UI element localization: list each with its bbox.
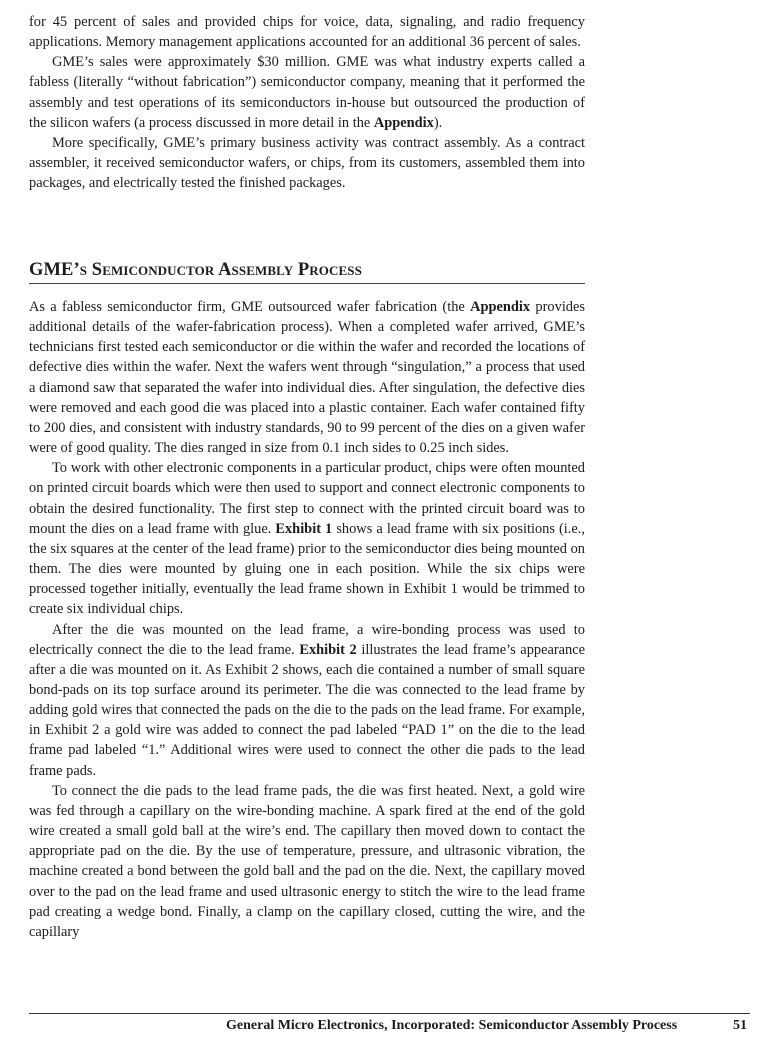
section-paragraph-3-text-b: illustrates the lead frame’s appearance after a die was mounted on it. As Exhibit 2 shows, each die contained a number of small square bond-pads on its top surface around its perimeter. The die was connected to the lead frame by adding gold wires that connected the pads on the die to the pads on the lead frame. For example, in Exhibit 2 a gold wire was added to connect the pad labeled “PAD 1” on the die to the lead frame pad labeled “1.” Additional wires were used to connect the other die pads to the lead frame pads.	[29, 641, 586, 779]
exhibit-1-reference: Exhibit 1	[275, 520, 333, 537]
intro-paragraph-3: More specifically, GME’s primary business activity was contract assembly. As a contract assembler, it received semiconductor wafers, or chips, from its customers, assembled them into packages, and electrically tested the finished packages.	[29, 134, 585, 192]
section-paragraph-2-text-b: shows a lead frame with six positions (i.e., the six squares at the center of the lead frame) prior to the semiconductor dies being mounted on them. The dies were mounted by gluing one in each position. While the six chips were processed together initially, eventually the lead frame shown in Exhibit 1 would be trimmed to create six individual chips.	[29, 520, 585, 618]
section-paragraph-1-text-a: As a fabless semiconductor firm, GME outsourced wafer fabrication (the	[29, 299, 471, 315]
section-paragraph-3-text-a: After the die was mounted on the lead frame, a wire-bonding process was used to electrically connect the die to the lead frame.	[29, 621, 585, 658]
footer-rule	[29, 1013, 750, 1014]
section-paragraph-2	[29, 458, 585, 619]
intro-paragraph-1: for 45 percent of sales and provided chips for voice, data, signaling, and radio frequency applications. Memory management applications accounted for an additional 36 percent of sales.	[29, 14, 585, 51]
section-paragraph-1	[29, 297, 585, 458]
footer-title: General Micro Electronics, Incorporated: Semiconductor Assembly Process	[226, 1018, 678, 1033]
appendix-reference: Appendix	[470, 299, 531, 315]
intro-paragraph-2	[29, 52, 585, 133]
appendix-reference: Appendix	[373, 114, 434, 131]
section-paragraph-4: To connect the die pads to the lead frame pads, the die was first heated. Next, a gold wire was fed through a capillary on the wire-bonding machine. A spark fired at the end of the gold wire created a small gold ball at the wire’s end. The capillary then moved down to contact the appropriate pad on the die. By the use of temperature, pressure, and ultrasonic vibration, the machine created a bond between the gold ball and the pad on the die. Next, the capillary moved over to the pad on the lead frame and used ultrasonic energy to stitch the wire to the lead frame pad creating a wedge bond. Finally, a clamp on the capillary closed, cutting the wire, and the capillary	[29, 782, 585, 940]
intro-paragraph-2-text-b: ).	[433, 114, 443, 131]
section-paragraph-1-text-b: provides additional details of the wafer-fabrication process). When a completed wafer arrived, GME’s technicians first tested each semiconductor or die within the wafer and recorded the locations of defective dies within the wafer. Next the wafers went through “singulation,” a process that used a diamond saw that separated the wafer into individual dies. After singulation, the defective dies were removed and each good die was placed into a plastic container. Each wafer contained fifty to 200 dies, and consistent with industry standards, 90 to 99 percent of the dies on a given wafer were of good quality. The dies ranged in size from 0.1 inch sides to 0.25 inch sides.	[29, 299, 585, 457]
intro-text	[29, 12, 585, 193]
exhibit-2-reference: Exhibit 2	[299, 641, 357, 658]
section-heading: GME’s Semiconductor Assembly Process	[29, 260, 585, 284]
section-paragraph-2-text-a: To work with other electronic components in a particular product, chips were often mounted on printed circuit boards which were then used to support and connect electronic components to obtain the desired functionality. The first step to connect with the printed circuit board was to mount the dies on a lead frame with glue.	[29, 460, 585, 537]
section-body	[29, 297, 585, 942]
page-number: 51	[733, 1018, 747, 1033]
intro-paragraph-2-text-a: GME’s sales were approximately $30 million. GME was what industry experts called a fabless (literally “without fabrication”) semiconductor company, meaning that it performed the assembly and test operations of its semiconductors in-house but outsourced the production of the silicon wafers (a process discussed in more detail in the	[29, 54, 585, 131]
section-paragraph-3	[29, 620, 585, 781]
